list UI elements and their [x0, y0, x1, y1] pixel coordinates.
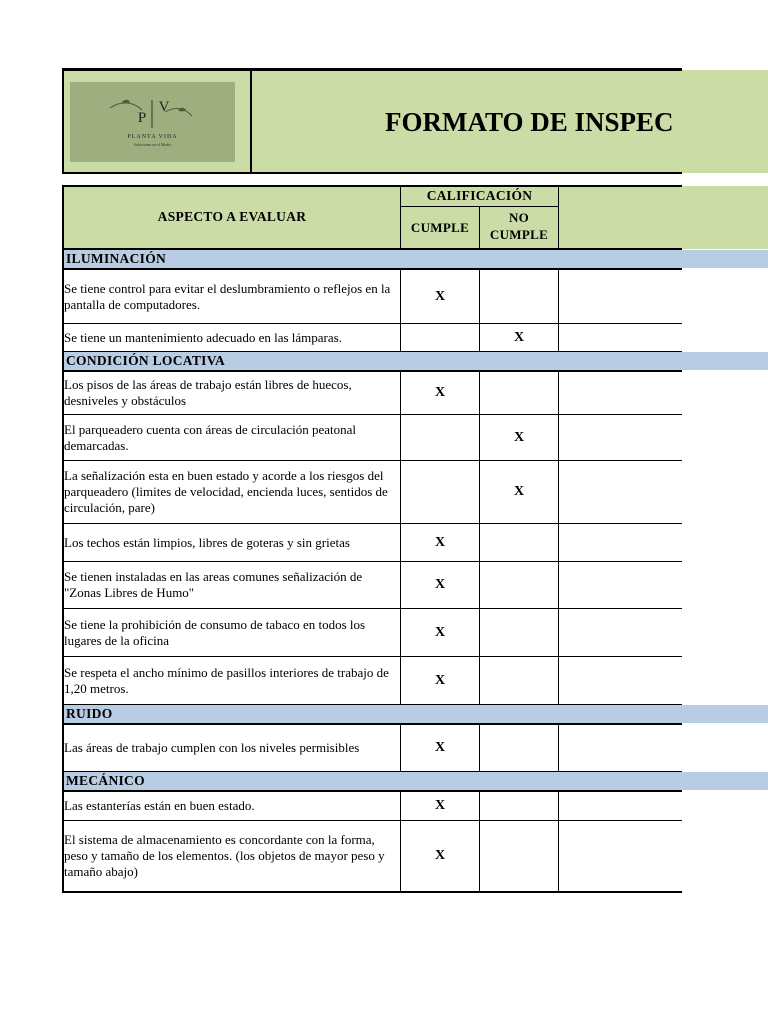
- column-header-no-cumple-line2: CUMPLE: [489, 227, 549, 242]
- logo-tagline: Soluciones en el Medio: [133, 142, 172, 147]
- cumple-mark: X: [434, 740, 446, 755]
- cumple-mark: [401, 415, 479, 460]
- table-row-item: Las estanterías están en buen estado.: [64, 798, 255, 813]
- column-header-cumple: CUMPLE: [410, 219, 470, 235]
- table-row-item: Las áreas de trabajo cumplen con los niveles permisibles: [64, 740, 360, 755]
- table-row-item: Se respeta el ancho mínimo de pasillos interiores de trabajo de 1,20 metros.: [64, 664, 389, 696]
- cumple-mark: X: [434, 288, 446, 304]
- table-row-item: Los pisos de las áreas de trabajo están libres de huecos, desniveles y obstáculos: [64, 377, 352, 408]
- column-header-no-cumple: [480, 209, 558, 247]
- logo-monogram-v: V: [158, 99, 170, 115]
- section-mecanico: [63, 772, 768, 790]
- no-cumple-mark: [480, 725, 558, 771]
- section-title: MECÁNICO: [66, 773, 145, 788]
- no-cumple-mark: [480, 270, 558, 323]
- logo-monogram-p: P: [137, 110, 147, 126]
- table-row-item: Se tiene la prohibición de consumo de tabaco en todos los lugares de la oficina: [64, 616, 366, 648]
- cumple-mark: X: [434, 577, 446, 592]
- no-cumple-mark: [480, 821, 558, 891]
- cumple-mark: X: [434, 848, 446, 863]
- logo-name: PLANTA VIDA: [127, 134, 178, 140]
- no-cumple-mark: [480, 562, 558, 608]
- column-header-aspect: ASPECTO A EVALUAR: [157, 209, 307, 224]
- no-cumple-mark: X: [513, 429, 525, 445]
- cumple-mark: X: [434, 534, 446, 550]
- column-header-no-cumple-line1: NO: [508, 210, 530, 225]
- section-condicion-locativa: [63, 352, 768, 370]
- table-row-item: Se tiene control para evitar el deslumbramiento o reflejos en la pantalla de computadores.: [64, 280, 391, 312]
- cumple-mark: [401, 324, 479, 351]
- no-cumple-mark: [480, 657, 558, 704]
- cumple-mark: X: [434, 385, 446, 400]
- table-row-item: Los techos están limpios, libres de goteras y sin grietas: [64, 534, 350, 550]
- table-row-item: El sistema de almacenamiento es concordante con la forma, peso y tamaño de los elementos. (los objetos de mayor peso y tamaño abajo): [64, 832, 385, 879]
- no-cumple-mark: [480, 609, 558, 656]
- section-title: CONDICIÓN LOCATIVA: [66, 353, 226, 368]
- cumple-mark: [401, 461, 479, 523]
- section-iluminacion: [63, 250, 768, 268]
- cumple-mark: X: [434, 672, 446, 688]
- cumple-mark: X: [434, 798, 446, 813]
- company-logo: [70, 82, 235, 162]
- table-row-item: Se tienen instaladas en las areas comunes señalización de "Zonas Libres de Humo": [64, 569, 363, 600]
- no-cumple-mark: X: [513, 484, 525, 499]
- no-cumple-mark: X: [513, 329, 525, 345]
- no-cumple-mark: [480, 372, 558, 414]
- table-row-item: La señalización esta en buen estado y acorde a los riesgos del parqueadero (limites de velocidad, encienda luces, sentidos de circulación, pare): [64, 468, 388, 515]
- section-title: RUIDO: [66, 706, 113, 721]
- section-title: ILUMINACIÓN: [66, 251, 167, 266]
- cumple-mark: X: [434, 624, 446, 640]
- table-row-item: Se tiene un mantenimiento adecuado en las lámparas.: [64, 329, 342, 345]
- column-header-calificacion: CALIFICACIÓN: [426, 188, 533, 203]
- no-cumple-mark: [480, 792, 558, 820]
- logo-leaf-icon: [70, 82, 235, 162]
- no-cumple-mark: [480, 524, 558, 561]
- section-ruido: [63, 705, 768, 723]
- table-row-item: El parqueadero cuenta con áreas de circulación peatonal demarcadas.: [64, 421, 356, 453]
- page-title: FORMATO DE INSPEC: [385, 107, 674, 137]
